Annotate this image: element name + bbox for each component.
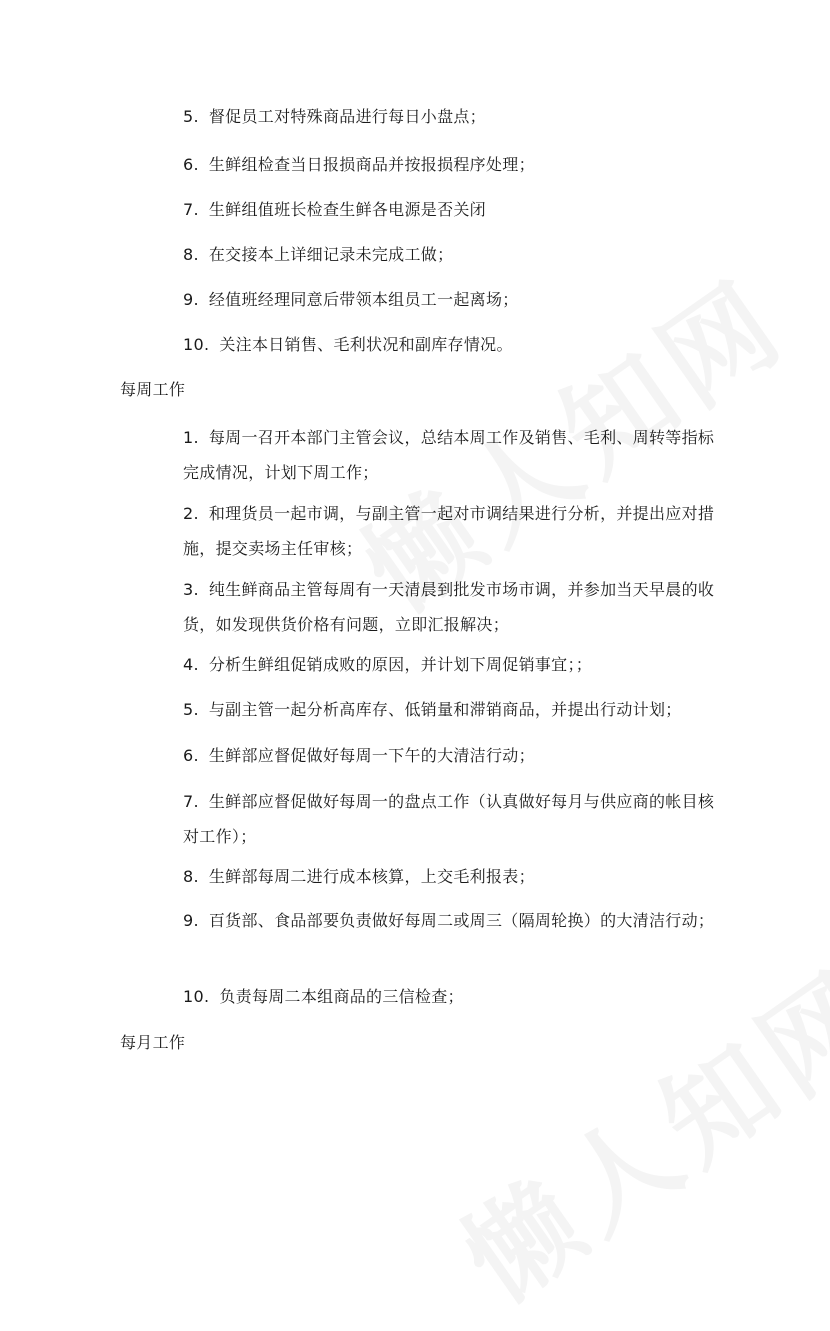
list-item: 9. 百货部、食品部要负责做好每周二或周三（隔周轮换）的大清洁行动； <box>183 911 715 930</box>
list-item: 10. 负责每周二本组商品的三信检查； <box>183 987 464 1006</box>
list-item: 3. 纯生鲜商品主管每周有一天清晨到批发市场市调，并参加当天早晨的收货，如发现供货价格有问题，立即汇报解决； <box>183 580 715 634</box>
list-item: 6. 生鲜部应督促做好每周一下午的大清洁行动； <box>183 746 535 765</box>
list-item: 10. 关注本日销售、毛利状况和副库存情况。 <box>183 335 513 354</box>
list-item: 7. 生鲜组值班长检查生鲜各电源是否关闭 <box>183 200 486 219</box>
list-item: 1. 每周一召开本部门主管会议，总结本周工作及销售、毛利、周转等指标完成情况，计划下周工作； <box>183 428 715 482</box>
list-item: 9. 经值班经理同意后带领本组员工一起离场； <box>183 290 519 309</box>
list-item: 4. 分析生鲜组促销成败的原因，并计划下周促销事宜；； <box>183 655 593 674</box>
list-item: 5. 督促员工对特殊商品进行每日小盘点； <box>183 107 486 126</box>
list-item: 7. 生鲜部应督促做好每周一的盘点工作（认真做好每月与供应商的帐目核对工作）； <box>183 792 715 846</box>
section-heading-weekly: 每周工作 <box>120 380 186 399</box>
list-item: 8. 生鲜部每周二进行成本核算，上交毛利报表； <box>183 867 535 886</box>
list-item: 2. 和理货员一起市调，与副主管一起对市调结果进行分析，并提出应对措施，提交卖场主任审核； <box>183 504 715 558</box>
list-item: 5. 与副主管一起分析高库存、低销量和滞销商品，并提出行动计划； <box>183 700 682 719</box>
list-item: 6. 生鲜组检查当日报损商品并按报损程序处理； <box>183 155 535 174</box>
section-heading-monthly: 每月工作 <box>120 1033 186 1052</box>
list-item: 8. 在交接本上详细记录未完成工做； <box>183 245 454 264</box>
